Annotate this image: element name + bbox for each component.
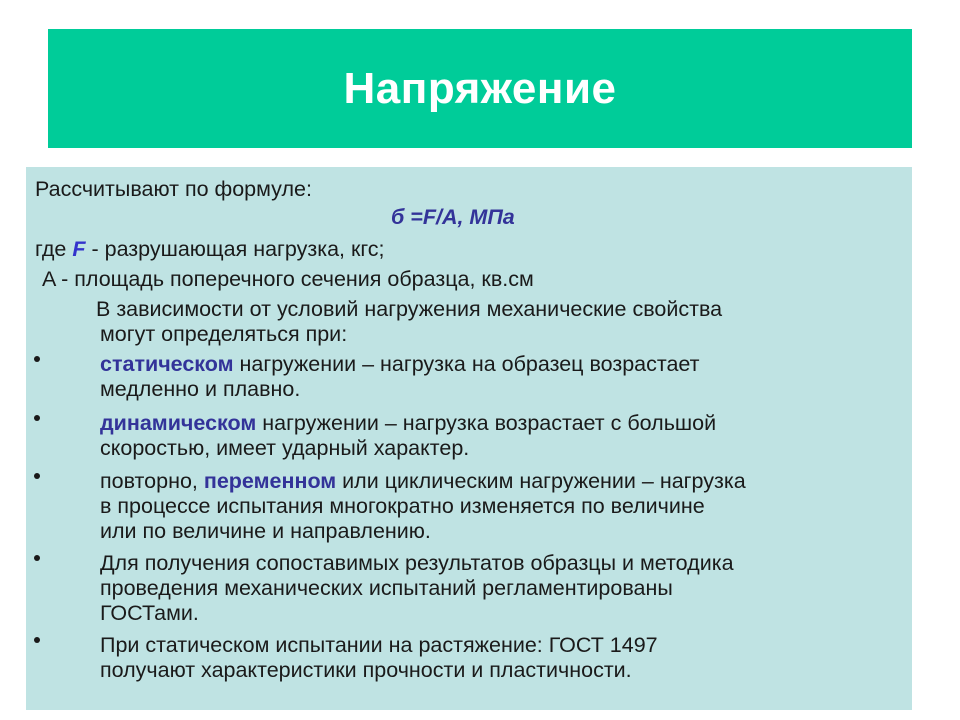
bullet-line-1: При статическом испытании на растяжение: ГОСТ 1497 bbox=[100, 633, 658, 657]
slide-title: Напряжение bbox=[343, 63, 617, 113]
bullet-line-2: проведения механических испытаний регламентированы bbox=[100, 576, 673, 600]
bullet-line-2: медленно и плавно. bbox=[100, 377, 301, 401]
bullet-highlight: переменном bbox=[203, 469, 337, 493]
bullet-line-1: Для получения сопоставимых результатов образцы и методика bbox=[100, 551, 734, 575]
bullet-icon bbox=[34, 415, 40, 421]
bullet-line-2: в процессе испытания многократно изменяется по величине bbox=[100, 494, 705, 518]
bullet-icon bbox=[34, 637, 40, 643]
title-bar bbox=[48, 29, 912, 148]
area-definition: A - площадь поперечного сечения образца, кв.см bbox=[42, 267, 534, 291]
bullet-icon bbox=[34, 555, 40, 561]
bullet-line-3: или по величине и направлению. bbox=[100, 519, 431, 543]
force-variable: F bbox=[72, 237, 86, 261]
bullet-rest: нагружении – нагрузка на образец возрастает bbox=[233, 352, 700, 376]
bullet-icon bbox=[34, 356, 40, 362]
bullet-text bbox=[100, 411, 900, 461]
bullet-text bbox=[100, 551, 900, 626]
where-rest: - разрушающая нагрузка, кгс; bbox=[85, 237, 385, 261]
where-prefix: где bbox=[35, 237, 73, 261]
bullet-rest: или циклическим нагружении – нагрузка bbox=[336, 469, 746, 493]
bullet-text bbox=[100, 633, 900, 683]
bullet-line-3: ГОСТами. bbox=[100, 601, 199, 625]
bullet-text bbox=[100, 469, 900, 544]
bullet-list bbox=[26, 167, 912, 710]
dependency-line-2: могут определяться при: bbox=[100, 322, 348, 346]
intro-text: Рассчитывают по формуле: bbox=[35, 177, 312, 201]
bullet-text bbox=[100, 352, 900, 402]
bullet-icon bbox=[34, 473, 40, 479]
bullet-line-2: скоростью, имеет ударный характер. bbox=[100, 436, 470, 460]
bullet-highlight: статическом bbox=[100, 352, 234, 376]
content-panel bbox=[26, 167, 912, 710]
bullet-line-2: получают характеристики прочности и пластичности. bbox=[100, 658, 632, 682]
bullet-highlight: динамическом bbox=[100, 411, 257, 435]
bullet-pre: повторно, bbox=[100, 469, 204, 493]
formula: б =F/A, МПа bbox=[391, 205, 515, 229]
bullet-rest: нагружении – нагрузка возрастает с большой bbox=[256, 411, 717, 435]
dependency-line-1: В зависимости от условий нагружения механические свойства bbox=[96, 297, 723, 321]
